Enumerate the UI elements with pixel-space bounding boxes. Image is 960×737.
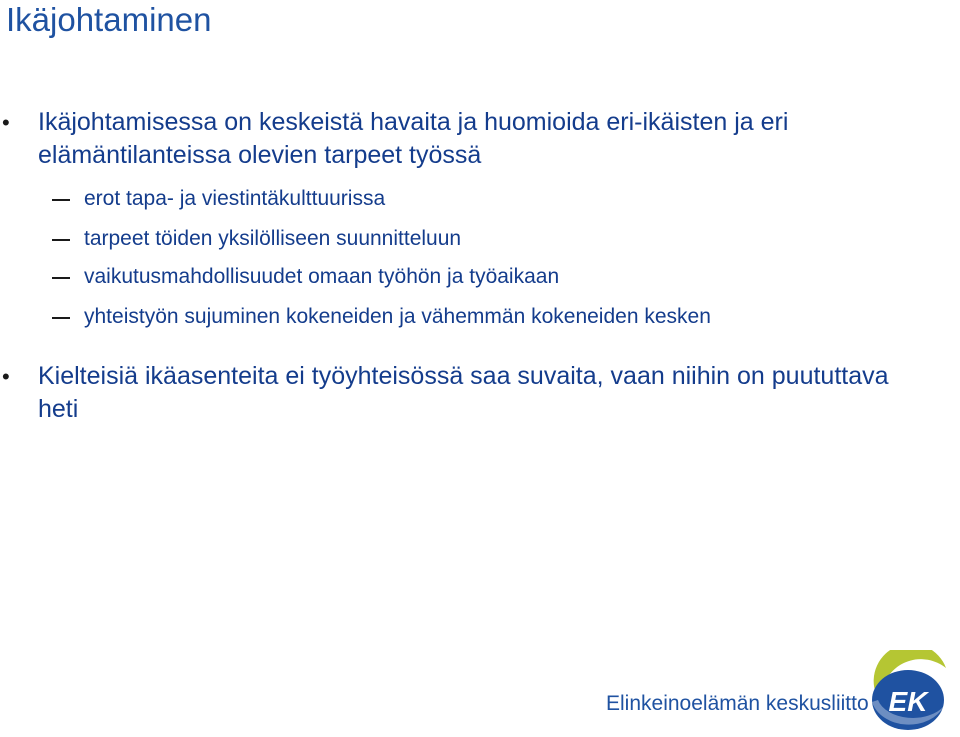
bullet-item: • Ikäjohtamisessa on keskeistä havaita ja huomioida eri-ikäisten ja eri elämäntilanteissa olevien tarpeet työssä (2, 106, 932, 172)
logo-mark-text: EK (888, 686, 928, 717)
sub-bullet-item: vaikutusmahdollisuudet omaan työhön ja työaikaan (52, 263, 932, 291)
bullet-item: • Kielteisiä ikäasenteita ei työyhteisössä saa suvaita, vaan niihin on puututtava heti (2, 360, 932, 426)
logo-wordmark: Elinkeinoelämän keskusliitto (606, 692, 869, 715)
slide-title: Ikäjohtaminen (6, 1, 212, 38)
sub-bullet-item: erot tapa- ja viestintäkulttuurissa (52, 185, 932, 213)
sub-bullet-item: tarpeet töiden yksilölliseen suunnitteluun (52, 225, 932, 253)
sub-bullet-item: yhteistyön sujuminen kokeneiden ja vähemmän kokeneiden kesken (52, 303, 932, 331)
ek-logo-icon (868, 650, 952, 732)
